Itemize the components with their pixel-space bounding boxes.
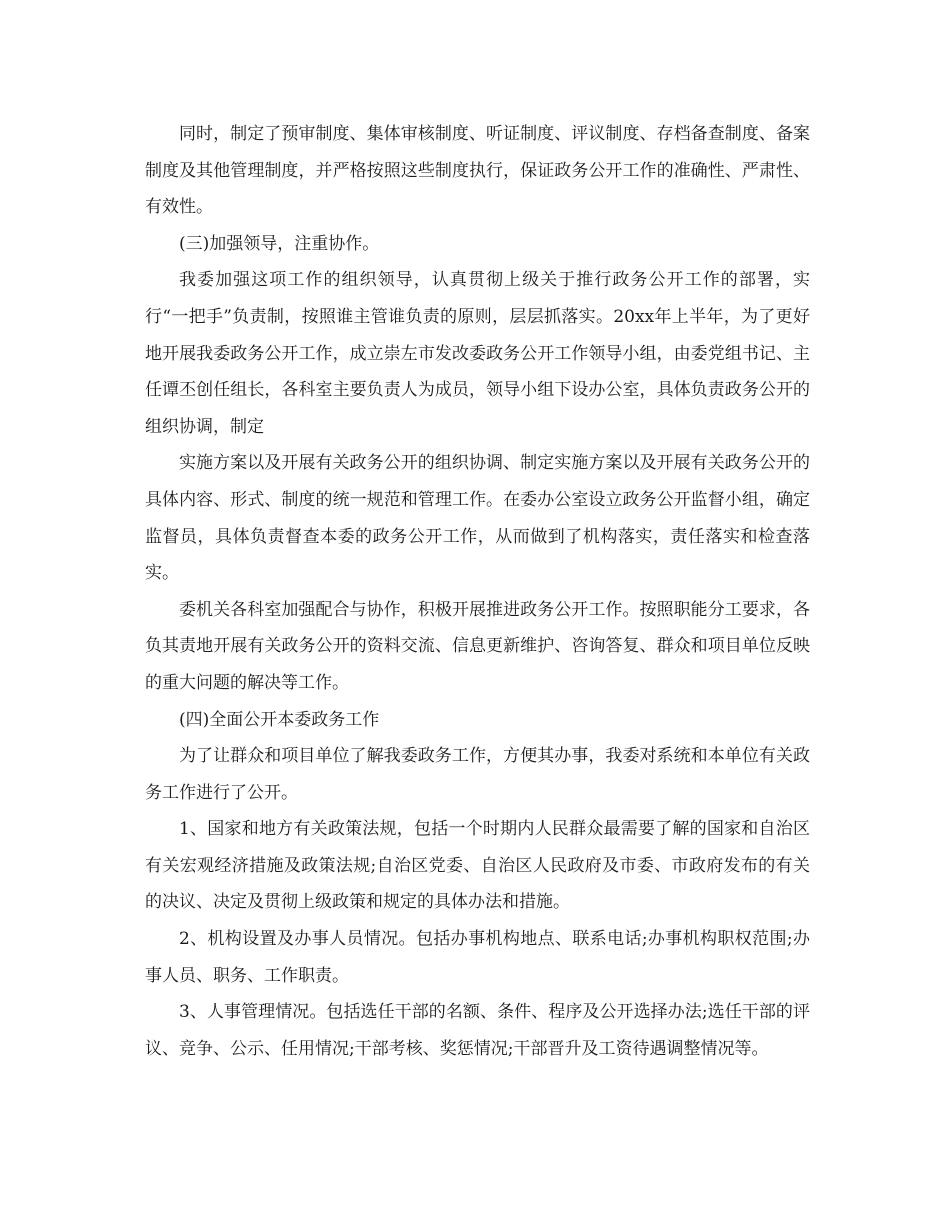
- paragraph-implementation-plan: 实施方案以及开展有关政务公开的组织协调、制定实施方案以及开展有关政务公开的具体内容、形式、制度的统一规范和管理工作。在委办公室设立政务公开监督小组，确定监督员，具体负责督查本委的政务公开工作，从而做到了机构落实，责任落实和检查落实。: [145, 453, 810, 584]
- list-item-personnel: 3、人事管理情况。包括选任干部的名额、条件、程序及公开选择办法;选任干部的评议、竞争、公示、任用情况;干部考核、奖惩情况;干部晋升及工资待遇调整情况等。: [145, 1002, 810, 1059]
- list-item-policies: 1、国家和地方有关政策法规，包括一个时期内人民群众最需要了解的国家和自治区有关宏观经济措施及政策法规;自治区党委、自治区人民政府及市委、市政府发布的有关的决议、决定及贯彻上级政策和规定的具体办法和措施。: [145, 819, 810, 913]
- document-page: [145, 116, 810, 1067]
- section-heading-leadership: (三)加强领导，注重协作。: [179, 233, 380, 254]
- paragraph-disclosure-intro: 为了让群众和项目单位了解我委政务工作，方便其办事，我委对系统和本单位有关政务工作进行了公开。: [145, 746, 810, 803]
- paragraph-cooperation: 委机关各科室加强配合与协作，积极开展推进政务公开工作。按照职能分工要求，各负其责地开展有关政务公开的资料交流、信息更新维护、咨询答复、群众和项目单位反映的重大问题的解决等工作。: [145, 599, 810, 693]
- paragraph-review-systems: 同时，制定了预审制度、集体审核制度、听证制度、评议制度、存档备查制度、备案制度及其他管理制度，并严格按照这些制度执行，保证政务公开工作的准确性、严肃性、有效性。: [145, 124, 810, 218]
- section-heading-full-disclosure: (四)全面公开本委政务工作: [179, 709, 380, 730]
- list-item-organization: 2、机构设置及办事人员情况。包括办事机构地点、联系电话;办事机构职权范围;办事人员、职务、工作职责。: [145, 929, 810, 986]
- paragraph-leadership-group: 我委加强这项工作的组织领导，认真贯彻上级关于推行政务公开工作的部署，实行“一把手”负责制，按照谁主管谁负责的原则，层层抓落实。20xx年上半年，为了更好地开展我委政务公开工作，成立崇左市发改委政务公开工作领导小组，由委党组书记、主任谭丕创任组长，各科室主要负责人为成员，领导小组下设办公室，具体负责政务公开的组织协调，制定: [145, 270, 810, 437]
